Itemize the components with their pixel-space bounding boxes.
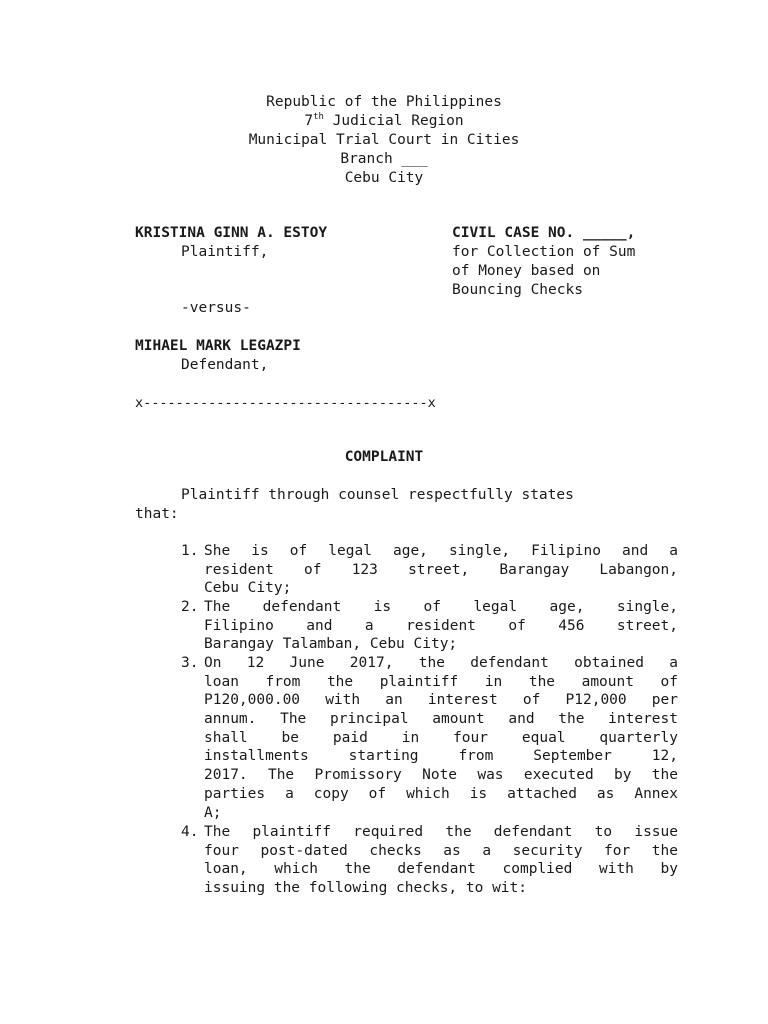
item-line: four post-dated checks as a security for the (204, 842, 678, 859)
item-line: A; (204, 804, 222, 821)
item-line: loan from the plaintiff in the amount of (204, 673, 678, 690)
item-line: issuing the following checks, to wit: (204, 880, 528, 897)
list-item (204, 542, 678, 598)
list-item (204, 654, 678, 822)
heading-judicial-region (0, 112, 768, 131)
heading-city: Cebu City (344, 170, 424, 186)
plaintiff-name: KRISTINA GINN A. ESTOY (135, 225, 328, 241)
item-number: 2. (181, 599, 199, 615)
intro-line-2: that: (135, 506, 179, 522)
item-line: Filipino and a resident of 456 street, (204, 617, 678, 634)
case-number: CIVIL CASE NO. _____, (452, 225, 636, 241)
heading-region-number: 7 (304, 113, 314, 129)
defendant-role: Defendant, (181, 357, 269, 373)
item-line: She is of legal age, single, Filipino and a (204, 543, 678, 559)
list-item (204, 823, 678, 898)
item-line: The defendant is of legal age, single, (204, 599, 678, 615)
heading-region-suffix: th (313, 112, 324, 123)
item-number: 1. (181, 543, 199, 559)
case-description-line-2: of Money based on (452, 263, 601, 279)
item-line: shall be paid in four equal quarterly (204, 729, 678, 746)
item-line: P120,000.00 with an interest of P12,000 per (204, 692, 678, 709)
item-line: installments starting from September 12, (204, 748, 678, 765)
heading-region-text: Judicial Region (323, 113, 464, 129)
list-item (204, 598, 678, 654)
item-line: loan, which the defendant complied with by (204, 861, 678, 878)
item-number: 4. (181, 824, 199, 840)
heading-republic: Republic of the Philippines (266, 94, 502, 110)
plaintiff-role: Plaintiff, (181, 244, 269, 260)
item-line: Barangay Talamban, Cebu City; (204, 636, 458, 653)
intro-line-1: Plaintiff through counsel respectfully states (181, 487, 574, 503)
item-line: On 12 June 2017, the defendant obtained a (204, 655, 678, 671)
item-number: 3. (181, 655, 199, 671)
defendant-name: MIHAEL MARK LEGAZPI (135, 338, 301, 354)
item-line: parties a copy of which is attached as Annex (204, 785, 678, 802)
document-title: COMPLAINT (344, 449, 424, 465)
caption-separator: x-----------------------------------x (135, 395, 436, 411)
case-description-line-3: Bouncing Checks (452, 282, 583, 298)
item-line: 2017. The Promissory Note was executed by the (204, 767, 678, 784)
item-line: annum. The principal amount and the interest (204, 711, 678, 728)
item-line: resident of 123 street, Barangay Labangon, (204, 561, 678, 578)
versus-label: -versus- (181, 300, 251, 316)
case-description-line-1: for Collection of Sum (452, 244, 636, 260)
heading-branch: Branch ___ (340, 151, 428, 167)
item-line: Cebu City; (204, 580, 292, 597)
item-line: The plaintiff required the defendant to issue (204, 824, 678, 840)
heading-court: Municipal Trial Court in Cities (248, 132, 520, 148)
